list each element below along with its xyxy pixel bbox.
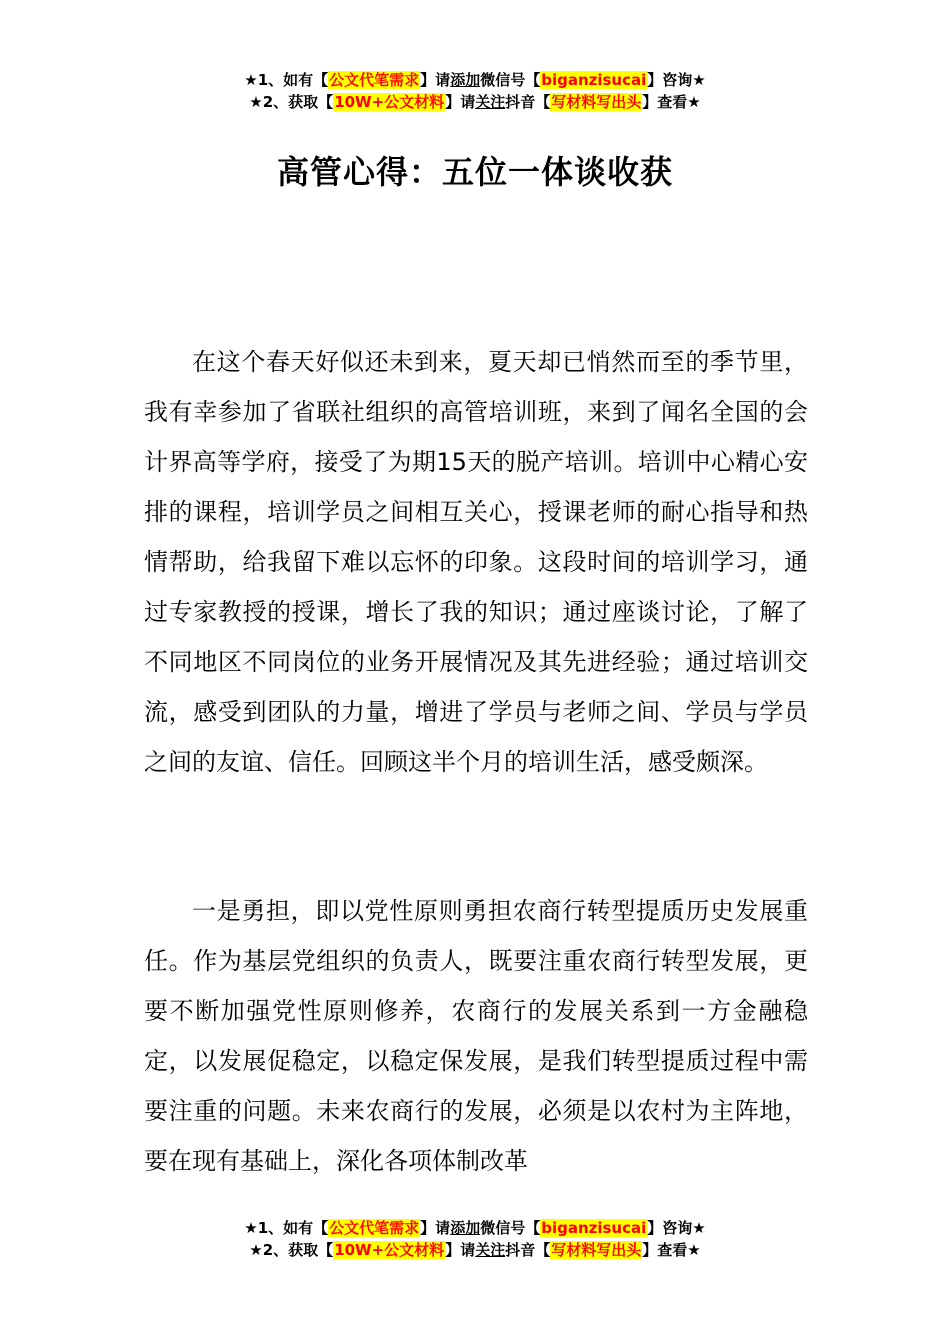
banner-line-1 (0, 69, 950, 91)
banner-text: 】请 (420, 1219, 451, 1237)
banner-underline: 关注 (475, 93, 506, 111)
banner-text: 微信号【 (480, 71, 541, 89)
body-paragraph-2: 一是勇担，即以党性原则勇担农商行转型提质历史发展重任。作为基层党组织的负责人，既要注重农商行转型发展，更要不断加强党性原则修养，农商行的发展关系到一方金融稳定，以发展促稳定，以稳定保发展，是我们转型提质过程中需要注重的问题。未来农商行的发展，必须是以农村为主阵地，要在现有基础上，深化各项体制改革 (144, 897, 808, 1175)
banner-text: ★2、获取【 (249, 93, 334, 111)
banner-wechat-id: biganzisucai (541, 71, 647, 89)
banner-highlight: 公文代笔需求 (329, 1219, 420, 1237)
banner-text: 】请 (420, 71, 451, 89)
banner-highlight: 公文代笔需求 (329, 71, 420, 89)
banner-douyin-id: 写材料写出头 (551, 1241, 642, 1259)
banner-text: 抖音【 (505, 93, 551, 111)
banner-wechat-id: biganzisucai (541, 1219, 647, 1237)
banner-text: 】请 (445, 1241, 476, 1259)
banner-text: ★2、获取【 (249, 1241, 334, 1259)
banner-line-2 (0, 91, 950, 113)
banner-text: 】咨询★ (647, 71, 706, 89)
banner-highlight: 10W+公文材料 (334, 93, 445, 111)
banner-text: 】咨询★ (647, 1219, 706, 1237)
banner-underline: 添加 (450, 1219, 481, 1237)
banner-line-2 (0, 1239, 950, 1261)
document-title: 高管心得：五位一体谈收获 (276, 153, 673, 191)
banner-underline: 添加 (450, 71, 481, 89)
banner-text: ★1、如有【 (244, 71, 329, 89)
banner-text: 微信号【 (480, 1219, 541, 1237)
banner-text: 】查看★ (642, 1241, 701, 1259)
banner-text: ★1、如有【 (244, 1219, 329, 1237)
banner-underline: 关注 (475, 1241, 506, 1259)
banner-highlight: 10W+公文材料 (334, 1241, 445, 1259)
body-paragraph-1: 在这个春天好似还未到来，夏天却已悄然而至的季节里，我有幸参加了省联社组织的高管培训班，来到了闻名全国的会计界高等学府，接受了为期15天的脱产培训。培训中心精心安排的课程，培训学员之间相互关心，授课老师的耐心指导和热情帮助，给我留下难以忘怀的印象。这段时间的培训学习，通过专家教授的授课，增长了我的知识；通过座谈讨论，了解了不同地区不同岗位的业务开展情况及其先进经验；通过培训交流，感受到团队的力量，增进了学员与老师之间、学员与学员之间的友谊、信任。回顾这半个月的培训生活，感受颇深。 (144, 348, 808, 776)
banner-text: 抖音【 (505, 1241, 551, 1259)
header-banner-top (0, 69, 950, 113)
banner-text: 】请 (445, 93, 476, 111)
banner-douyin-id: 写材料写出头 (551, 93, 642, 111)
banner-text: 】查看★ (642, 93, 701, 111)
banner-line-1 (0, 1217, 950, 1239)
header-banner-bottom (0, 1217, 950, 1261)
